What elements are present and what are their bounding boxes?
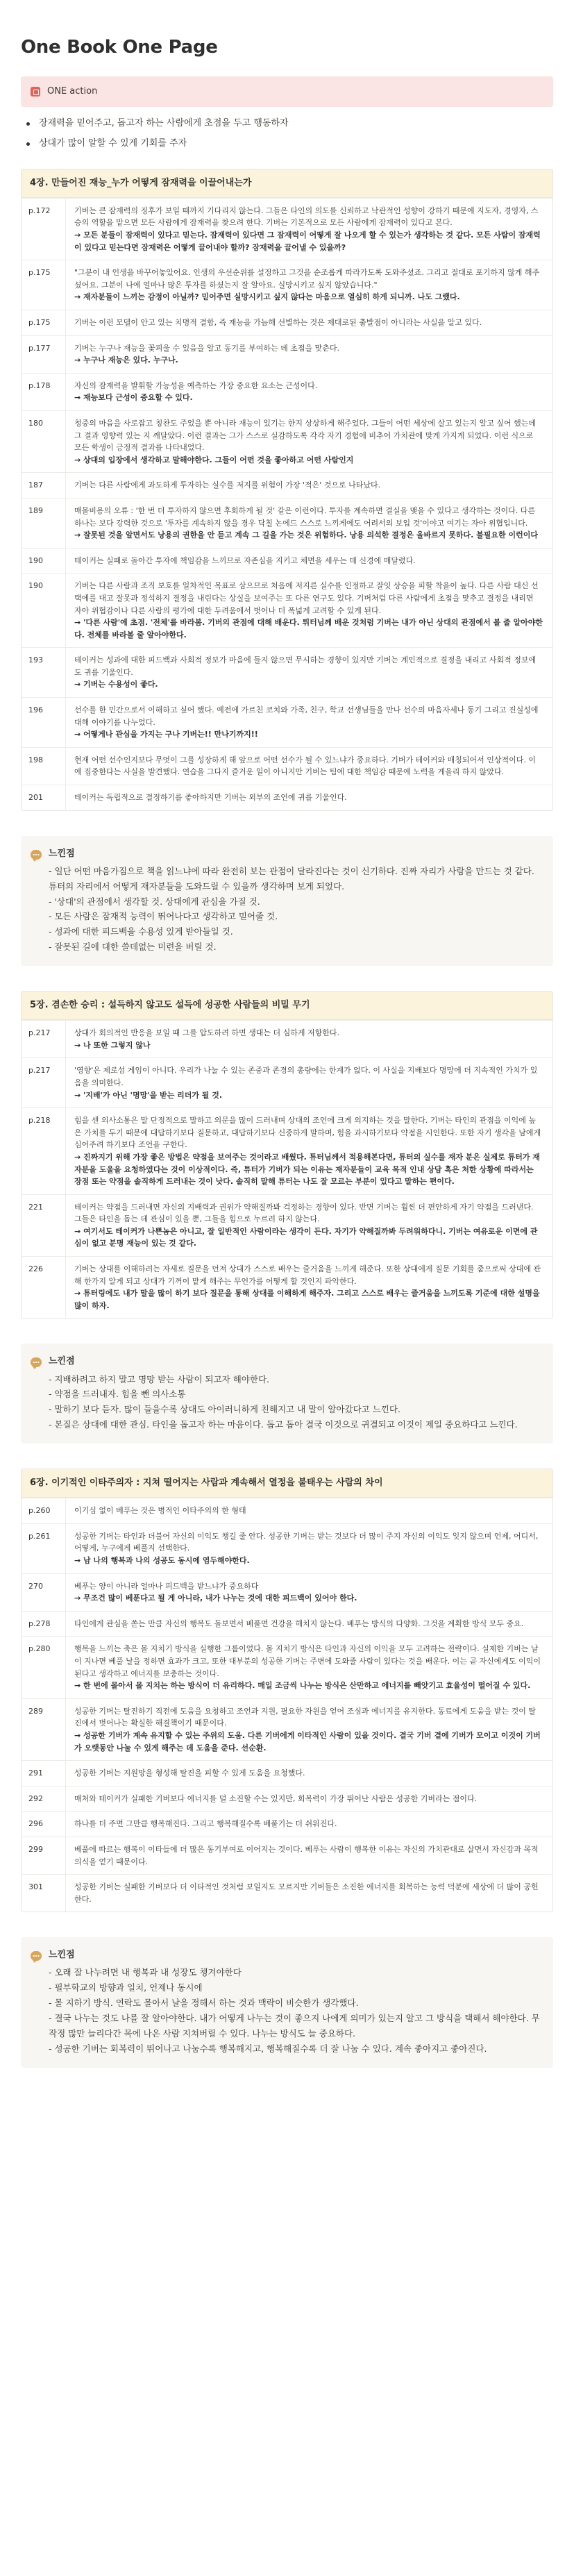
quote-text: 기버는 다른 사람과 조직 보호를 일차적인 목표로 삼으므로 처음에 저지른 실수를 인정하고 잘잇 상승을 피할 착을이 높다. 다른 사람 대신 선택에를 대고 잘못과 정석하지 결정을 내린다는 상실을 보여주는 또 다른 연구도 있다. 기버처럼 다른 사람에게 초점을 맞추고 결정을 내리면 자아 위협감이나 다른 사람의 평가에 대한 두려움에서 벗어나 더 폭넓게 고려할 수 있게 된다.	[74, 581, 539, 615]
quote-text: 성공한 기버는 탈진하기 직전에 도움을 요청하고 조언과 지원, 필요한 자원을 얻어 조심과 에너지를 유지한다. 동료에게 도움을 받는 것이 탈진에서 벗어나는 확실한 해결책이기 때문이다.	[74, 1706, 536, 1728]
comment-text: → 남 나의 행복과 나의 성공도 동시에 염두해야한다.	[74, 1556, 250, 1566]
table-row	[22, 747, 552, 785]
row-text	[66, 1257, 552, 1318]
quote-text: 테이커는 실패로 돌아간 투자에 책임감을 느끼므로 자존심을 지키고 체면을 세우는 데 신경에 매달렸다.	[74, 555, 416, 565]
quote-text: 행복을 느끼는 축은 몰 지치기 방식을 실행한 그룹이었다. 몰 지치기 방식은 타인과 자신의 이익을 모두 고려하는 전략이다. 실제한 기버는 날이 지나면 베풀 날을 정하면 효과가 크고, 또한 대부분의 성공한 기버는 주변에 도와줄 사람이 있다는 것을 배운다. 이는 곧 자신에게도 이익이 된다고 생각하고 에너지를 보충하는 것이다.	[74, 1644, 541, 1678]
table-row	[22, 647, 552, 697]
table-row	[22, 260, 552, 310]
page-ref: 190	[22, 549, 66, 574]
reflection-line: - '상대'의 관점에서 생각할 것. 상대에게 관심을 가질 것.	[49, 896, 260, 907]
row-text	[66, 698, 552, 747]
quote-text: "그분이 내 인생을 바꾸어놓았어요. 인생의 우선순위를 설정하고 그것을 순조롭게 따라가도록 도와주셨죠. 그리고 절대로 포기하지 않게 해주셨어요. 그분이 나에 얼마나 많은 투자를 하셨는지 잘 알아요. 실망시키고 싶지 않았습니다."	[74, 268, 540, 290]
quote-text: 성공한 기버는 타인과 더불어 자신의 이익도 챙길 줄 안다. 성공한 기버는 받는 것보다 더 많이 주지 자신의 이익도 잊지 않으며 언제, 어디서, 어떻게, 누구에게 베풀지 선택한다.	[74, 1531, 539, 1553]
page-title: One Book One Page	[21, 37, 218, 58]
action-list	[24, 117, 553, 150]
reflection-line: - 성공한 기버는 회복력이 뛰어나고 나눔수록 행복해지고, 행복해질수록 더 잘 나눔 수 있다. 계속 좋아지고 좋아진다.	[49, 2043, 487, 2054]
comment-text: → 모든 분들이 잠재력이 있다고 믿는다. 잠재력이 있다면 그 잠재력이 어떻게 잘 나오게 할 수 있는가 생각하는 것 같다. 모든 사람이 잠재력이 있다고 믿는다면 잠재력은 어떻게 끌어내야 할까? 잠재력을 끌어낼 수 있을까?	[74, 231, 541, 252]
table-row	[22, 1107, 552, 1194]
reflection-line: - 결국 나누는 것도 나를 잘 알아야한다. 내가 어떻게 나누는 것이 좋으지 나에게 의미가 있는지 알고 그 방식을 택해서 해야한다. 무작정 많만 늘리다간 목에 나온 사람 지쳐버릴 수 있다. 나누는 방식도 늘 중요하다.	[49, 2013, 540, 2039]
row-text	[66, 648, 552, 697]
row-text	[66, 199, 552, 260]
reflection-line: - 지배하려고 하지 말고 명망 받는 사람이 되고자 해야한다.	[49, 1373, 269, 1385]
comment-text: → 성공한 기버가 계속 유지할 수 있는 주위의 도움. 다른 기버에게 이타적인 사람이 있을 것이다. 결국 기버 곁에 기버가 모이고 이것이 기버가 오랫동안 나눌 수 있게 해주는 데 도움을 준다. 선순환.	[74, 1730, 541, 1753]
reflection-line: - 오래 잘 나누려면 내 행복과 내 성장도 챙겨야한다	[49, 1967, 242, 1978]
row-text	[66, 549, 552, 574]
comment-text: → 나 또한 그렇지 않나	[74, 1040, 151, 1050]
row-text	[66, 1021, 552, 1057]
reflection-callout	[21, 1344, 553, 1444]
chapter-title: 6장. 이기적인 이타주의자 : 지쳐 떨어지는 사람과 계속해서 열정을 불태우는 사람의 차이	[22, 1469, 552, 1498]
comment-text: → 기버는 수용성이 좋다.	[74, 680, 158, 689]
page-ref: 296	[22, 1812, 66, 1837]
page-ref: 226	[22, 1257, 66, 1318]
reflection-title: 느낀점	[49, 1356, 75, 1367]
reflection-line: - 몰 지하기 방식. 연락도 몰아서 날을 정해서 하는 것과 맥락이 비슷한가 생각했다.	[49, 1998, 359, 2009]
quote-text: 힘을 센 의사소통은 말 단정적으로 말하고 의문을 많이 드러내며 상대의 조언에 크게 의지하는 것을 말한다. 기버는 타인의 관점을 이익에 높은 가치를 두기 때문에 대답하기보다 질문하고, 대답하기보다 신중하게 말하며, 힘을 과시하기보다 약점을 시인한다. 또한 자기 생각을 남에게 심어주려 하기보다 조언을 구한다.	[74, 1116, 541, 1150]
row-text	[66, 1058, 552, 1107]
comment-text: → 진짜지기 위해 가장 좋은 방법은 약점을 보여주는 것이라고 배웠다. 튜터님께서 적용해본다면, 튜터의 실수를 재자 분은 실제로 튜터가 재자분을 도울을 요청하였다는 것이 이상적이다. 즉, 튜터가 기버가 되는 이유는 재자분들이 교육 목적 인내 상담 혹은 처한 상황에 따라서는 장점 또는 약점을 솔직하게 드러내는 것이 낫다. 솔직히 말해 튜터는 나도 잘 모르는 부분이 있다고 말하는 편이다.	[74, 1152, 540, 1187]
page-ref: 299	[22, 1837, 66, 1874]
page-ref: 187	[22, 473, 66, 498]
row-text	[66, 1612, 552, 1637]
quote-text: 이기심 없이 베푸는 것은 병적인 이타주의의 한 형태	[74, 1506, 246, 1516]
table-row	[22, 1020, 552, 1057]
reflection-line: - 일단 어떤 마음가짐으로 책을 읽느냐에 따라 완전히 보는 관점이 달라진다는 것이 신기하다. 진짜 자리가 사람을 만드는 것 같다. 튜터의 자리에서 어떻게 재자분들을 도와드릴 수 있을까 생각하며 보게 되었다.	[49, 865, 534, 892]
one-action-callout	[21, 76, 553, 107]
comment-text: → 재능보다 근성이 중요할 수 있다.	[74, 393, 193, 403]
reflection-callout	[21, 836, 553, 966]
quote-text: 성공한 기버는 실패한 기버보다 더 이타적인 것처럼 보일지도 모르지만 기버들은 소진한 에너지를 회복하는 능력 덕분에 세상에 더 많이 공헌한다.	[74, 1882, 539, 1904]
page-ref: 221	[22, 1195, 66, 1256]
table-row	[22, 1611, 552, 1637]
row-text	[66, 1108, 552, 1194]
row-text	[66, 1195, 552, 1256]
row-text	[66, 374, 552, 410]
page-ref: 193	[22, 648, 66, 697]
quote-text: 기버는 상대를 이해하려는 자세로 질문을 던져 상대가 스스로 배우는 즐거움을 느끼게 해준다. 또한 상대에게 질문 기회를 줌으로써 상대에 관해 한가지 알게 되고 상대가 기꺼이 맡게 해주는 무언가를 어떻게 할 것인지 파악한다.	[74, 1264, 541, 1286]
page-ref: 201	[22, 785, 66, 810]
table-row	[22, 697, 552, 747]
page-ref: 289	[22, 1699, 66, 1760]
row-text	[66, 336, 552, 373]
chapter-title: 4장. 만들어진 재능_누가 어떻게 잠재력을 이끌어내는가	[22, 169, 552, 198]
table-row	[22, 335, 552, 373]
table-row	[22, 1523, 552, 1573]
quote-text: 상대가 회의적인 반응을 보일 때 그를 압도하려 하면 생대는 더 심하게 저항한다.	[74, 1028, 339, 1038]
quote-text: 성공한 기버는 지원망을 형성해 탈진을 피할 수 있게 도움을 요청했다.	[74, 1768, 305, 1778]
page-ref: p.280	[22, 1637, 66, 1698]
table-row	[22, 1194, 552, 1256]
chapter-title: 5장. 겸손한 승리 : 설득하지 않고도 설득에 성공한 사람들의 비밀 무기	[22, 992, 552, 1020]
quote-text: 기버는 이런 모델이 안고 있는 치명적 결함, 즉 재능을 가늠해 선별하는 것은 제대로된 출발점이 아니라는 사실을 알고 있다.	[74, 318, 482, 328]
table-row	[22, 498, 552, 548]
page-ref: 291	[22, 1761, 66, 1786]
table-row	[22, 1498, 552, 1523]
page-ref: p.175	[22, 310, 66, 335]
page-ref: p.175	[22, 260, 66, 310]
reflection-title: 느낀점	[49, 848, 75, 859]
comment-text: → '지배'가 아닌 '명망'을 받는 리더가 될 것.	[74, 1090, 223, 1100]
row-text	[66, 310, 552, 335]
action-item: 장재력을 믿어주고, 돕고자 하는 사람에게 초점을 두고 행동하자	[24, 117, 553, 131]
row-text	[66, 473, 552, 498]
comment-text: → 무조건 많이 베푼다고 될 게 아니라, 내가 나누는 것에 대한 피드백이 있어야 한다.	[74, 1594, 357, 1603]
speech-bubble-icon	[31, 1951, 42, 1961]
page-ref: p.261	[22, 1524, 66, 1573]
speech-bubble-icon	[31, 850, 42, 860]
table-row	[22, 472, 552, 498]
reflection-line: - 본질은 상대에 대한 관심. 타인을 돕고자 하는 마음이다. 돕고 돕아 결국 이것으로 귀결되고 이것이 제일 중요하다고 느낀다.	[49, 1419, 518, 1430]
action-item: 상대가 많이 알할 수 있게 기회를 주자	[24, 137, 553, 151]
page-ref: 196	[22, 698, 66, 747]
reflection-title: 느낀점	[49, 1950, 75, 1961]
comment-text: → 상대의 입장에서 생각하고 말해야한다. 그들이 어떤 것을 좋아하고 어떤 사람인지	[74, 455, 354, 465]
quote-text: 자신의 잠재력을 발휘할 가능성을 예측하는 가장 중요한 요소는 근성이다.	[74, 380, 318, 390]
quote-text: 베풀에 따르는 행복이 이타들에 더 많은 동기부여로 이어지는 것이다. 베푸는 사람이 행복한 이유는 자신의 가치관대로 살면서 자신감과 목적의식을 얻기 때문이다.	[74, 1844, 539, 1866]
comment-text: → 누구나 재능은 있다. 누구나.	[74, 356, 178, 365]
table-row	[22, 1811, 552, 1837]
table-row	[22, 1760, 552, 1786]
comment-text: → '다른 사람'에 초점. '전체'를 바라봄. 기버의 관점에 대해 배운다. 튀터님께 배운 것처럼 기버는 내가 아닌 상대의 관점에서 볼 줄 알아야한다. 전체를 바라볼 줄 알아야한다.	[74, 618, 543, 639]
page-ref: 180	[22, 411, 66, 472]
quote-text: 테이커는 독립적으로 결정하기를 좋아하지만 기버는 외부의 조언에 귀를 기울인다.	[74, 793, 347, 803]
table-row	[22, 1636, 552, 1698]
row-text	[66, 574, 552, 647]
page-ref: p.217	[22, 1021, 66, 1057]
comment-text: → 잘못된 것을 알면서도 낭용의 권한을 안 듣고 계속 그 길을 가는 것은 위험하다. 낭용 의석한 결정은 올바르지 못하다. 불필요한 이런이다	[74, 530, 538, 540]
row-text	[66, 411, 552, 472]
reflection-line: - 필부학교의 방향과 일치, 언제나 동시에	[49, 1982, 203, 1993]
speech-bubble-icon	[31, 1357, 42, 1367]
page-ref: 198	[22, 748, 66, 785]
row-text	[66, 785, 552, 810]
page-ref: p.218	[22, 1108, 66, 1194]
table-row	[22, 1256, 552, 1318]
row-text	[66, 748, 552, 785]
reflection-callout	[21, 1937, 553, 2067]
table-row	[22, 410, 552, 472]
page-ref: p.260	[22, 1498, 66, 1523]
reflection-body	[49, 1355, 542, 1432]
row-text	[66, 1787, 552, 1812]
chapter-table	[21, 169, 553, 811]
quote-text: 테이커는 성과에 대한 피드백과 사회적 정보가 마음에 들지 않으면 무시하는 경향이 있지만 기버는 계인적으로 결정을 내리고 사회적 정보에도 귀를 기울인다.	[74, 655, 537, 677]
comment-text: → 여기서도 테이커가 나쁜놈은 아니고, 잘 일반적인 사람이라는 생각이 든다. 자기가 약해질까봐 두려워하다니. 기버는 여유로운 이면에 관심이 없고 분명 재능이 있는 것 같다.	[74, 1226, 538, 1248]
quote-text: 기버는 누구나 재능을 꽃피울 수 있음을 알고 동기를 부여하는 데 초점을 맞춘다.	[74, 343, 339, 353]
row-text	[66, 1837, 552, 1874]
table-row	[22, 1057, 552, 1107]
page-ref: p.178	[22, 374, 66, 410]
page-ref: p.217	[22, 1058, 66, 1107]
quote-text: 현재 어떤 선수인지보다 무엇이 그를 성장하게 해 앞으로 어떤 선수가 될 수 있느냐가 중요하다. 기버가 테이커와 매칭되어서 인상적이다. 이에 집중한다는 사실을 발견했다. 연습을 그다지 즐거운 일이 아니지만 기버는 팀에 대한 책임감 때문에 노력을 게을리 하지 않았다.	[74, 755, 536, 777]
row-text	[66, 1812, 552, 1837]
row-text	[66, 1524, 552, 1573]
table-row	[22, 573, 552, 647]
table-row	[22, 548, 552, 574]
row-text	[66, 499, 552, 548]
quote-text: 청중의 마음을 사로잡고 칭찬도 주었을 뿐 아니라 재능이 있기는 한지 상상하게 해주었다. 그들이 어떤 세상에 살고 있는지 알고 싶어 했는데 그 결과 영향력 있는 지 깨달았다. 이런 결과는 그가 스스로 실감하도록 각각 자기 경험에 비추어 가치관에 맞게 가지게 되었다. 이런 식으로 모든 학생이 긍정적 결과를 나타내었다.	[74, 418, 536, 453]
quote-text: 선수를 한 민간으로서 이해하고 싶어 했다. 예전에 가르친 코치와 가족, 친구, 학교 선생님들을 만나 선수의 마음자세나 동기 그리고 진실성에 대해 이야기를 나누었다.	[74, 705, 539, 727]
comment-text: → 재자분들이 느끼는 감정이 아닐까? 믿어주면 실망시키고 싶지 않다는 마음으로 열심히 하게 되니까. 나도 그랬다.	[74, 292, 460, 302]
table-row	[22, 1786, 552, 1812]
page-ref: 270	[22, 1574, 66, 1611]
row-text	[66, 1498, 552, 1523]
table-row	[22, 1698, 552, 1760]
reflection-body	[49, 1948, 542, 2056]
reflection-body	[49, 847, 542, 955]
reflection-line: - 약점을 드러내자. 힘을 뺀 의사소통	[49, 1389, 186, 1400]
quote-text: 기버는 큰 잠재력의 징후가 보일 때까지 기다리지 않는다. 그들은 타인의 의도를 신뢰하고 낙관적인 성향이 강하기 때문에 지도자, 경영자, 스승의 역할을 맡으면 모든 사람에게 잠재력을 찾으려 한다. 기버는 기본적으로 모든 사람에게 잠재력이 있다고 본다.	[74, 206, 539, 228]
quote-text: 기버는 다른 사람에게 과도하게 투자하는 실수를 저지를 위험이 가장 '적은' 것으로 나타났다.	[74, 480, 381, 490]
row-text	[66, 260, 552, 310]
page-ref: p.172	[22, 199, 66, 260]
quote-text: 하나를 더 주면 그만큼 행복해진다. 그리고 행복해질수록 베풀기는 더 쉬워진다.	[74, 1819, 337, 1829]
table-row	[22, 198, 552, 260]
quote-text: 베푸는 양이 아니라 얼마나 피드백을 받느냐가 중요하다	[74, 1581, 259, 1591]
row-text	[66, 1574, 552, 1611]
chapter-table	[21, 991, 553, 1319]
quote-text: 테이커는 약점을 드러내면 자신의 지배력과 권위가 약해질까봐 걱정하는 경향이 있다. 반면 기버는 훨씬 더 편안하게 자기 약점을 드러낸다. 그들은 타인을 돕는 데 관심이 있을 뿐, 그들을 힘으로 누르려 하지 않는다.	[74, 1202, 534, 1224]
chapter-table	[21, 1469, 553, 1912]
page-ref: 189	[22, 499, 66, 548]
callout-text: ONE action	[47, 86, 98, 97]
callout-icon	[31, 87, 40, 97]
quote-text: '영향'은 제로섬 게임이 아니다. 우리가 나눌 수 있는 존중과 존경의 총량에는 한계가 없다. 이 사실을 지배보다 명망에 더 지속적인 가치가 있음을 의미한다.	[74, 1066, 538, 1087]
comment-text: → 어떻게나 관심을 가지는 구나 기버는!! 만나기까지!!	[74, 730, 258, 739]
comment-text: → 한 번에 몰아서 몰 지치는 하는 방식이 더 유리하다. 매일 조금씩 나누는 방식은 산만하고 에너지를 빼앗기고 효율성이 떨어질 수 있다.	[74, 1681, 531, 1691]
page-ref: 190	[22, 574, 66, 647]
page-ref: 301	[22, 1875, 66, 1912]
quote-text: 타인에게 관심을 쏟는 만큼 자신의 행복도 돌보면서 베풀면 건강을 해치지 않는다. 베푸는 방식의 다양화. 그것을 계획한 방식 모두 중요.	[74, 1619, 524, 1628]
row-text	[66, 1875, 552, 1912]
table-row	[22, 1837, 552, 1874]
row-text	[66, 1637, 552, 1698]
row-text	[66, 1761, 552, 1786]
quote-text: 매몰비용의 오류 : '한 번 더 투자하지 않으면 후회하게 될 것' 같은 이런이다. 투자를 계속하면 결실을 맺을 수 있다고 생각하는 것이다. 다른 하나는 보다 강력한 것으로 '투자를 계속하지 않을 경우 닥칠 논에드 스스로 느끼게에도 어려서의 보입 것'이야고 여기는 자아 위협입니다.	[74, 505, 535, 528]
page-ref: p.278	[22, 1612, 66, 1637]
row-text	[66, 1699, 552, 1760]
reflection-line: - 모든 사람은 잠재적 능력이 뛰어나다고 생각하고 믿어줄 것.	[49, 911, 278, 922]
page-ref: p.177	[22, 336, 66, 373]
table-row	[22, 1874, 552, 1912]
chapters-container	[21, 169, 553, 2068]
comment-text: → 튜터링에도 내가 말을 많이 하기 보다 질문을 통해 상대를 이해하게 해주자. 그리고 스스로 배우는 즐거움을 느끼도록 기준에 대한 설명을 많이 하자.	[74, 1289, 540, 1310]
table-row	[22, 1573, 552, 1611]
quote-text: 매처와 테이커가 실패한 기버보다 에너지를 덜 소진할 수는 있지만, 회복력이 가장 뛰어난 사람은 성공한 기버라는 점이다.	[74, 1793, 478, 1803]
table-row	[22, 373, 552, 410]
reflection-line: - 성과에 대한 피드백을 수용성 있게 받아들일 것.	[49, 926, 233, 937]
reflection-line: - 말하기 보다 듣자. 많이 들을수록 상대도 아이러니하게 친해지고 내 말이 알아갔다고 느낀다.	[49, 1404, 400, 1415]
table-row	[22, 785, 552, 810]
page-ref: 292	[22, 1787, 66, 1812]
reflection-line: - 잘못된 길에 대한 쓸데없는 미련을 버릴 것.	[49, 942, 217, 953]
table-row	[22, 310, 552, 335]
